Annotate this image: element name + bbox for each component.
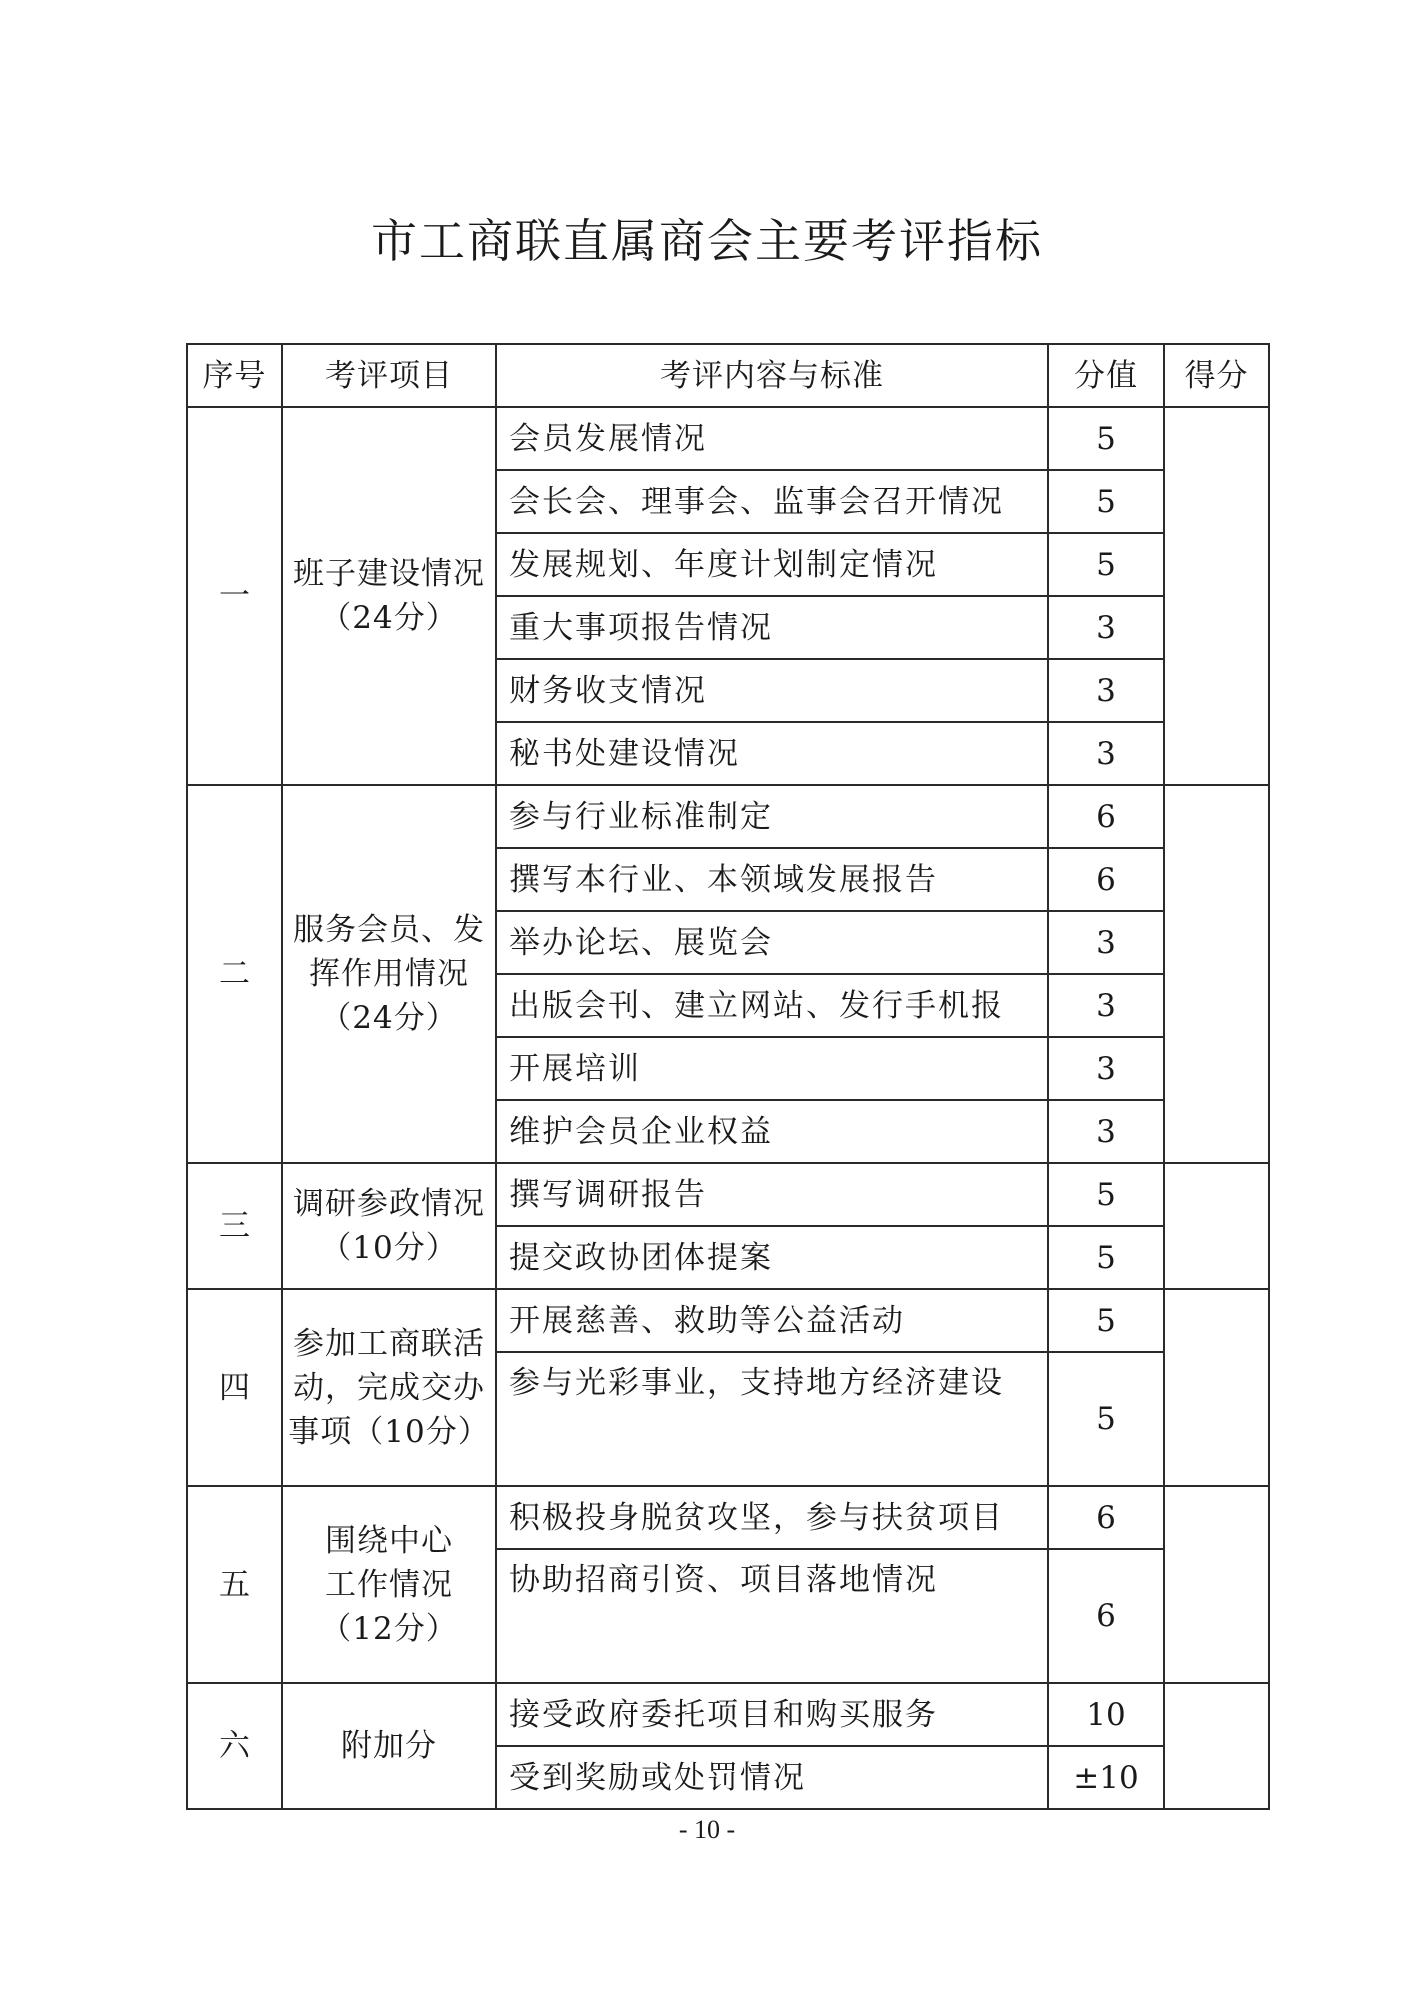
criteria-cell: 秘书处建设情况 xyxy=(496,722,1048,785)
table-row xyxy=(187,407,1269,470)
group-item-line: 调研参政情况 xyxy=(293,1186,485,1222)
criteria-cell: 维护会员企业权益 xyxy=(496,1100,1048,1163)
page-number: - 10 - xyxy=(678,1815,736,1844)
group-item-line: 服务会员、发 xyxy=(293,912,485,948)
obtained-score-cell[interactable] xyxy=(1164,1289,1269,1486)
score-cell: 5 xyxy=(1048,1226,1164,1289)
group-item xyxy=(282,785,496,1163)
score-cell: 5 xyxy=(1048,1352,1164,1486)
group-item-line: 附加分 xyxy=(341,1728,437,1764)
header-obtained: 得分 xyxy=(1164,344,1269,407)
score-cell: 5 xyxy=(1048,470,1164,533)
score-cell: 5 xyxy=(1048,1289,1164,1352)
group-item-line: 参加工商联活 xyxy=(293,1325,485,1362)
score-cell: 6 xyxy=(1048,1486,1164,1549)
group-item-line: 挥作用情况 xyxy=(309,956,469,992)
group-item-line: （12分） xyxy=(320,1610,458,1647)
criteria-cell: 举办论坛、展览会 xyxy=(496,911,1048,974)
score-cell: 3 xyxy=(1048,911,1164,974)
criteria-cell: 参与行业标准制定 xyxy=(496,785,1048,848)
group-index: 四 xyxy=(187,1289,282,1486)
group-item xyxy=(282,1163,496,1289)
group-item xyxy=(282,407,496,785)
document-title: 市工商联直属商会主要考评指标 xyxy=(371,214,1043,268)
group-item-line: （10分） xyxy=(320,1230,458,1266)
obtained-score-cell[interactable] xyxy=(1164,785,1269,1163)
criteria-cell: 撰写调研报告 xyxy=(496,1163,1048,1226)
score-cell: 5 xyxy=(1048,407,1164,470)
group-item xyxy=(282,1683,496,1809)
criteria-cell: 开展培训 xyxy=(496,1037,1048,1100)
criteria-cell: 财务收支情况 xyxy=(496,659,1048,722)
group-item xyxy=(282,1289,496,1486)
score-cell: 3 xyxy=(1048,1100,1164,1163)
score-cell: 3 xyxy=(1048,1037,1164,1100)
table-row xyxy=(187,1163,1269,1226)
evaluation-table xyxy=(186,343,1270,1810)
score-cell: 5 xyxy=(1048,1163,1164,1226)
group-index: 六 xyxy=(187,1683,282,1809)
group-item xyxy=(282,1486,496,1683)
group-index: 一 xyxy=(187,407,282,785)
score-cell: 6 xyxy=(1048,848,1164,911)
score-cell: 10 xyxy=(1048,1683,1164,1746)
score-cell: 3 xyxy=(1048,722,1164,785)
group-index: 三 xyxy=(187,1163,282,1289)
table-row xyxy=(187,1289,1269,1352)
obtained-score-cell[interactable] xyxy=(1164,1486,1269,1683)
criteria-cell: 提交政协团体提案 xyxy=(496,1226,1048,1289)
header-index: 序号 xyxy=(187,344,282,407)
group-index: 二 xyxy=(187,785,282,1163)
group-item-line: 动，完成交办 xyxy=(293,1369,485,1406)
score-cell: 6 xyxy=(1048,785,1164,848)
group-index: 五 xyxy=(187,1486,282,1683)
criteria-cell: 协助招商引资、项目落地情况 xyxy=(496,1549,1048,1683)
header-item: 考评项目 xyxy=(282,344,496,407)
group-item-line: 班子建设情况 xyxy=(293,556,485,592)
score-cell: 3 xyxy=(1048,596,1164,659)
criteria-cell: 会长会、理事会、监事会召开情况 xyxy=(496,470,1048,533)
group-item-line: （24分） xyxy=(320,1000,458,1036)
table-row xyxy=(187,1486,1269,1549)
obtained-score-cell[interactable] xyxy=(1164,407,1269,785)
score-cell: 3 xyxy=(1048,659,1164,722)
group-item-line: （24分） xyxy=(320,600,458,636)
header-score: 分值 xyxy=(1048,344,1164,407)
score-cell: 6 xyxy=(1048,1549,1164,1683)
criteria-cell: 会员发展情况 xyxy=(496,407,1048,470)
criteria-cell: 发展规划、年度计划制定情况 xyxy=(496,533,1048,596)
group-item-line: 工作情况 xyxy=(325,1566,453,1603)
criteria-cell: 受到奖励或处罚情况 xyxy=(496,1746,1048,1809)
criteria-cell: 重大事项报告情况 xyxy=(496,596,1048,659)
header-content: 考评内容与标准 xyxy=(496,344,1048,407)
group-item-line: 围绕中心 xyxy=(325,1522,453,1559)
score-cell: ±10 xyxy=(1048,1746,1164,1809)
criteria-cell: 开展慈善、救助等公益活动 xyxy=(496,1289,1048,1352)
header-row xyxy=(187,344,1269,407)
score-cell: 3 xyxy=(1048,974,1164,1037)
table-row xyxy=(187,1683,1269,1746)
criteria-cell: 接受政府委托项目和购买服务 xyxy=(496,1683,1048,1746)
criteria-cell: 撰写本行业、本领域发展报告 xyxy=(496,848,1048,911)
score-cell: 5 xyxy=(1048,533,1164,596)
criteria-cell: 参与光彩事业，支持地方经济建设 xyxy=(496,1352,1048,1486)
table-row xyxy=(187,785,1269,848)
obtained-score-cell[interactable] xyxy=(1164,1683,1269,1809)
obtained-score-cell[interactable] xyxy=(1164,1163,1269,1289)
group-item-line: 事项（10分） xyxy=(288,1413,490,1450)
criteria-cell: 积极投身脱贫攻坚，参与扶贫项目 xyxy=(496,1486,1048,1549)
criteria-cell: 出版会刊、建立网站、发行手机报 xyxy=(496,974,1048,1037)
